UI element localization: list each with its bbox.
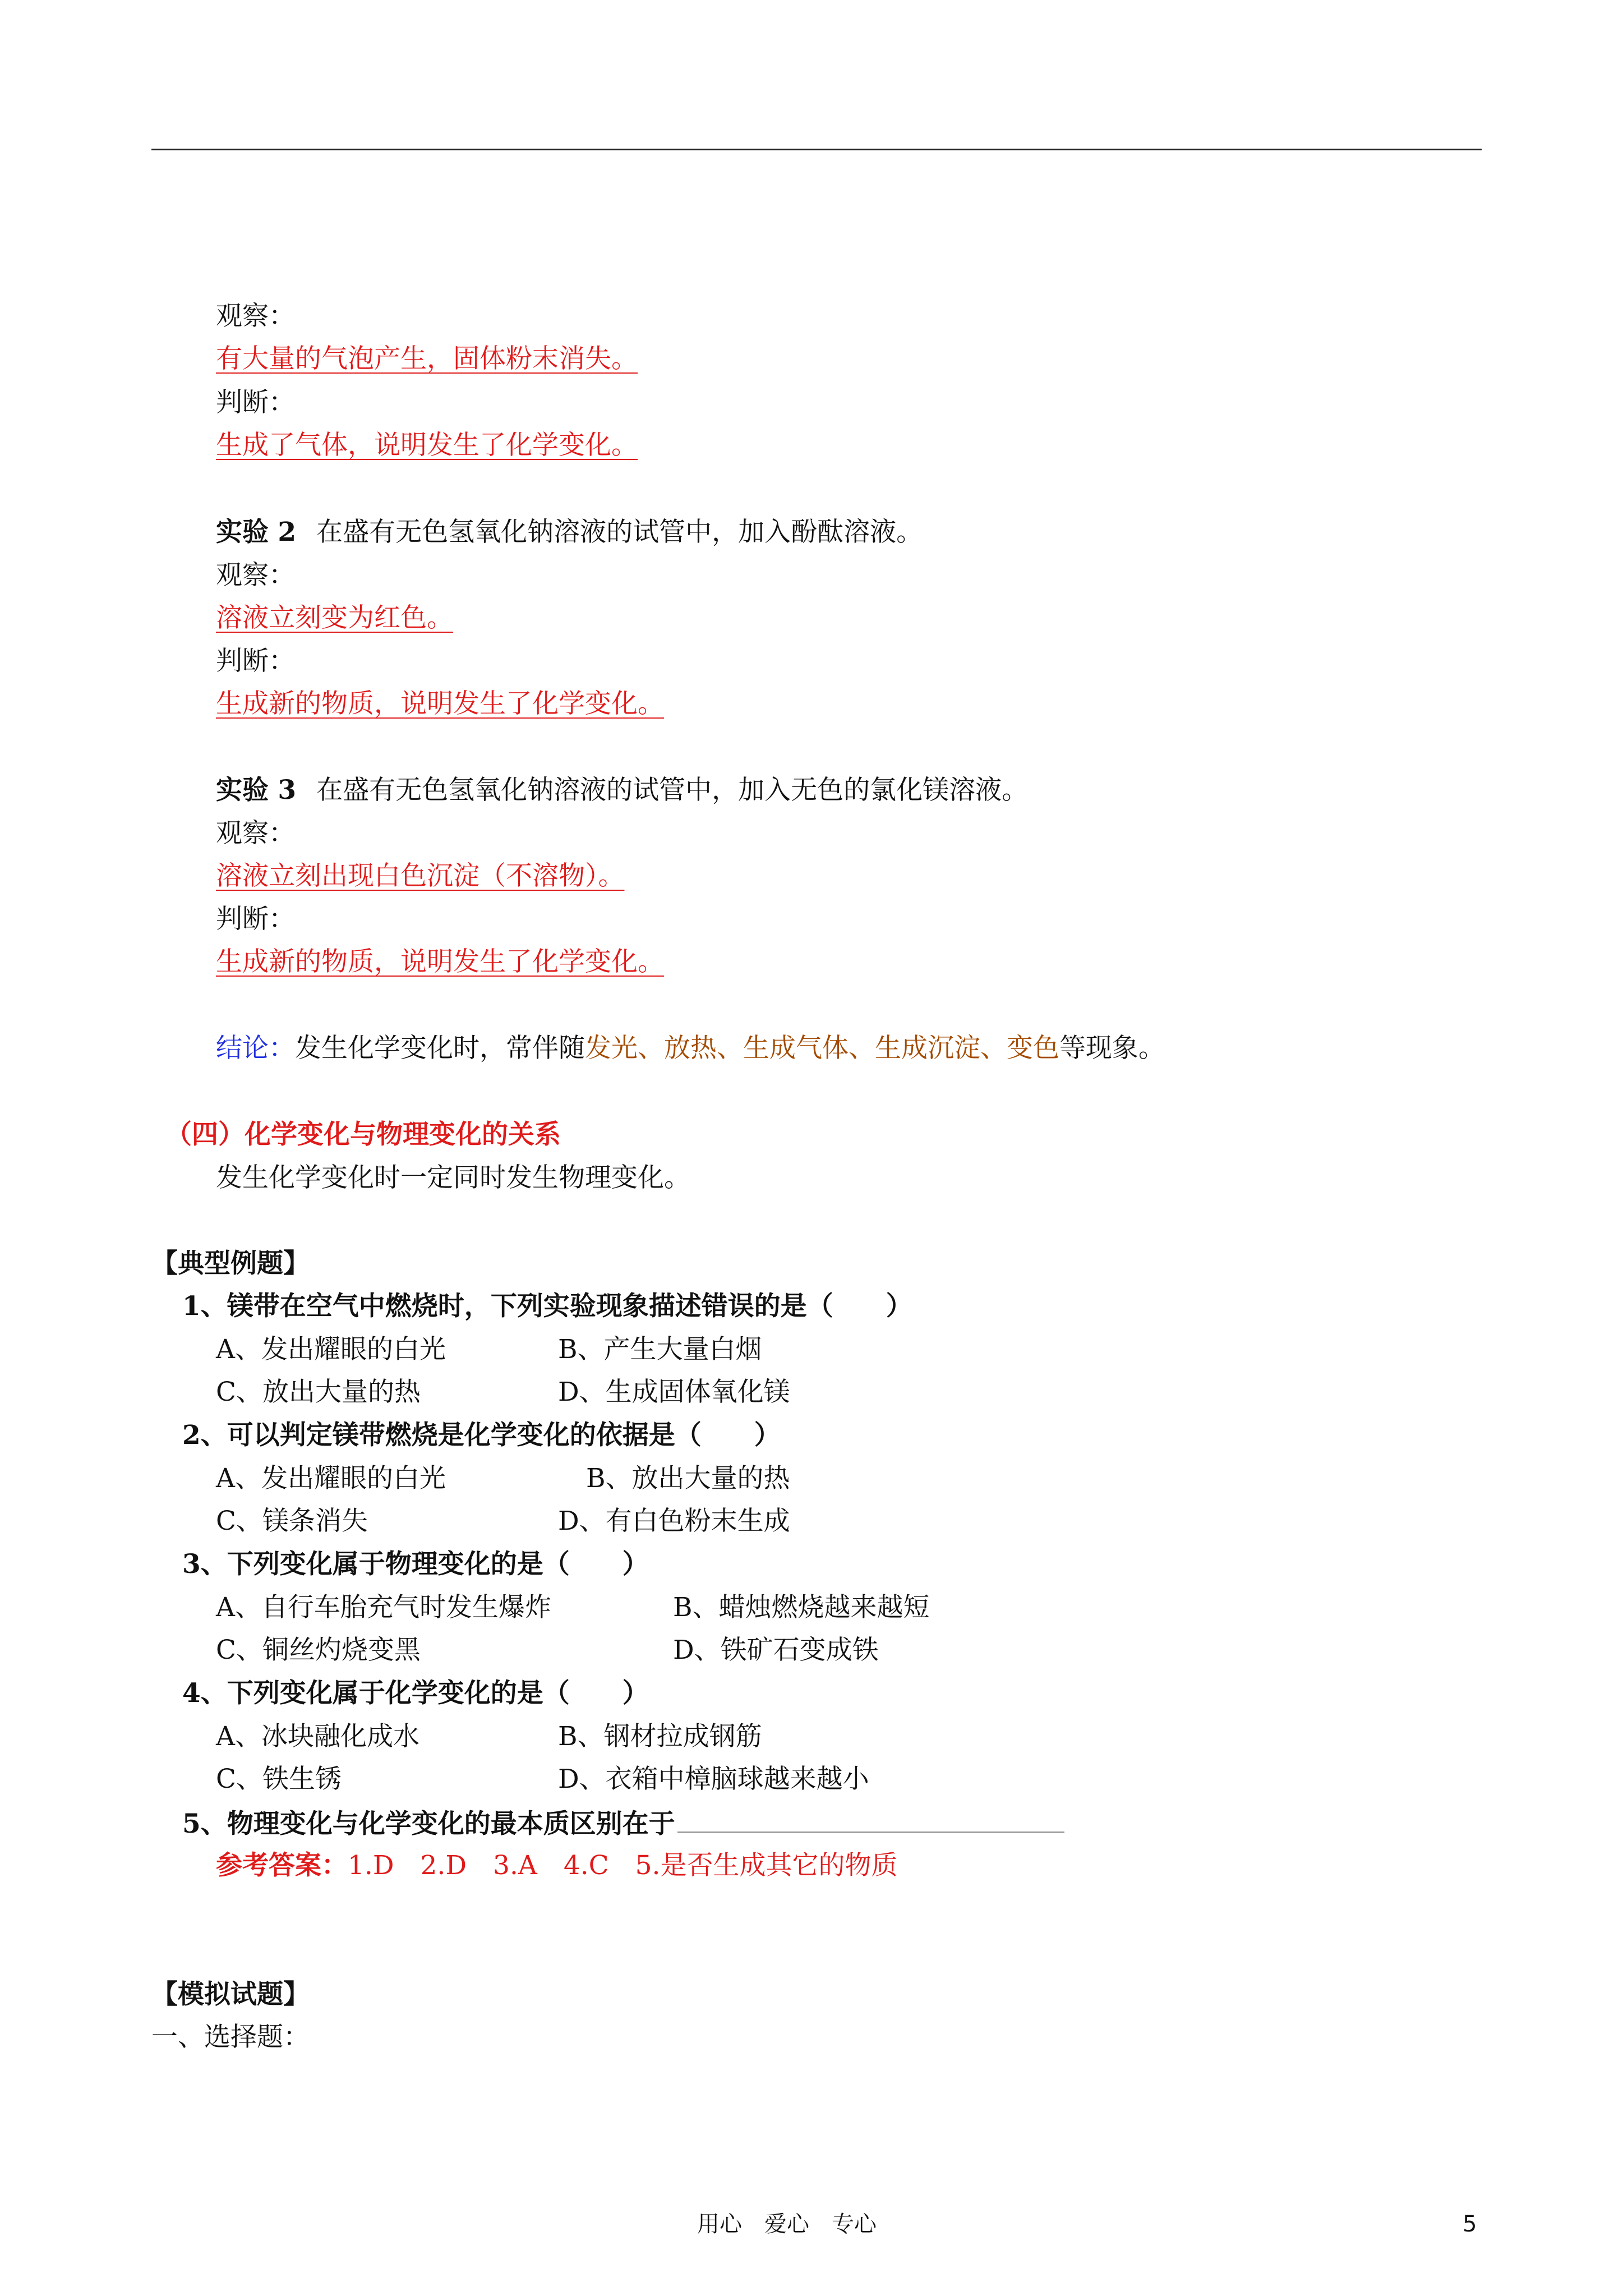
exp2-title: 实验 2 — [216, 517, 297, 547]
q1-option-a: A、发出耀眼的白光 — [216, 1334, 446, 1365]
exp3-obs-label: 观察： — [216, 818, 295, 849]
q3-stem — [182, 1549, 649, 1580]
q5-line — [182, 1809, 1064, 1837]
answer-label: 参考答案： — [216, 1850, 348, 1881]
judge1-label: 判断： — [216, 387, 295, 418]
q2-option-a: A、发出耀眼的白光 — [216, 1463, 446, 1494]
q4-option-b: B、钢材拉成钢筋 — [558, 1721, 762, 1752]
simulation-subheading: 一、选择题： — [151, 2022, 310, 2053]
q1-option-d: D、生成固体氧化镁 — [558, 1377, 790, 1407]
exp3-line — [216, 775, 1029, 806]
phenomenon-color: 变色 — [1007, 1033, 1059, 1064]
phenomenon-precipitate: 生成沉淀 — [875, 1033, 980, 1064]
sep: 、 — [849, 1033, 875, 1064]
section4-text: 发生化学变化时一定同时发生物理变化。 — [216, 1162, 690, 1193]
q4-option-d: D、衣箱中樟脑球越来越小 — [558, 1764, 869, 1795]
q5-stem: 5、物理变化与化学变化的最本质区别在于 — [182, 1809, 675, 1839]
q1-option-c: C、放出大量的热 — [216, 1377, 421, 1407]
q2-option-d: D、有白色粉末生成 — [558, 1506, 790, 1536]
q3-option-b: B、蜡烛燃烧越来越短 — [673, 1592, 930, 1623]
obs1-text: 有大量的气泡产生，固体粉末消失。 — [216, 343, 638, 374]
exp3-judge-text: 生成新的物质，说明发生了化学变化。 — [216, 946, 664, 977]
exp3-desc: 在盛有无色氢氧化钠溶液的试管中，加入无色的氯化镁溶液。 — [316, 775, 1029, 806]
phenomenon-gas: 生成气体 — [743, 1033, 849, 1064]
q4-option-c: C、铁生锈 — [216, 1764, 342, 1795]
q1-option-b: B、产生大量白烟 — [558, 1334, 762, 1365]
q3-option-c: C、铜丝灼烧变黑 — [216, 1635, 421, 1665]
exp2-line — [216, 519, 923, 545]
q2-stem: 2、可以判定镁带燃烧是化学变化的依据是（ ） — [182, 1420, 781, 1451]
exp2-judge-text: 生成新的物质，说明发生了化学变化。 — [216, 688, 664, 719]
conclusion-post: 等现象。 — [1059, 1033, 1165, 1064]
footer-motto: 用心 爱心 专心 — [697, 2211, 877, 2237]
obs1-label: 观察： — [216, 301, 295, 332]
conclusion-line — [216, 1033, 1165, 1064]
sep: 、 — [717, 1033, 743, 1064]
exp2-judge-label: 判断： — [216, 646, 295, 677]
answer-text: 1.D 2.D 3.A 4.C 5.是否生成其它的物质 — [348, 1850, 898, 1881]
sep: 、 — [638, 1033, 664, 1064]
q5-answer-blank — [677, 1809, 1064, 1833]
phenomenon-heat: 放热 — [664, 1033, 717, 1064]
exp3-title: 实验 3 — [216, 775, 297, 806]
page-number: 5 — [1463, 2211, 1477, 2237]
exp2-obs-text: 溶液立刻变为红色。 — [216, 602, 453, 633]
judge1-text: 生成了气体，说明发生了化学变化。 — [216, 430, 638, 461]
section4-heading: （四）化学变化与物理变化的关系 — [165, 1119, 561, 1150]
q1-stem: 1、镁带在空气中燃烧时，下列实验现象描述错误的是（ ） — [182, 1291, 912, 1322]
sep: 、 — [980, 1033, 1007, 1064]
q4-stem-text: 4、下列变化属于化学变化的是（ ） — [182, 1678, 649, 1709]
q2-option-b: B、放出大量的热 — [586, 1463, 790, 1494]
header-rule — [151, 149, 1482, 150]
answer-line — [216, 1852, 897, 1879]
q4-option-a: A、冰块融化成水 — [216, 1721, 419, 1752]
q3-option-a: A、自行车胎充气时发生爆炸 — [216, 1592, 551, 1623]
simulation-heading: 【模拟试题】 — [151, 1979, 310, 2010]
exp3-obs-text: 溶液立刻出现白色沉淀（不溶物）。 — [216, 861, 625, 891]
conclusion-label: 结论： — [216, 1033, 295, 1064]
q3-stem-text: 3、下列变化属于物理变化的是（ ） — [182, 1549, 649, 1580]
q2-option-c: C、镁条消失 — [216, 1506, 368, 1536]
q4-stem — [182, 1678, 649, 1709]
exp2-obs-label: 观察： — [216, 560, 295, 591]
q3-option-d: D、铁矿石变成铁 — [673, 1635, 879, 1665]
examples-heading: 【典型例题】 — [151, 1248, 310, 1279]
phenomenon-light: 发光 — [585, 1033, 638, 1064]
exp2-desc: 在盛有无色氢氧化钠溶液的试管中，加入酚酞溶液。 — [316, 517, 923, 547]
exp3-judge-label: 判断： — [216, 904, 295, 935]
conclusion-pre: 发生化学变化时，常伴随 — [295, 1033, 585, 1064]
